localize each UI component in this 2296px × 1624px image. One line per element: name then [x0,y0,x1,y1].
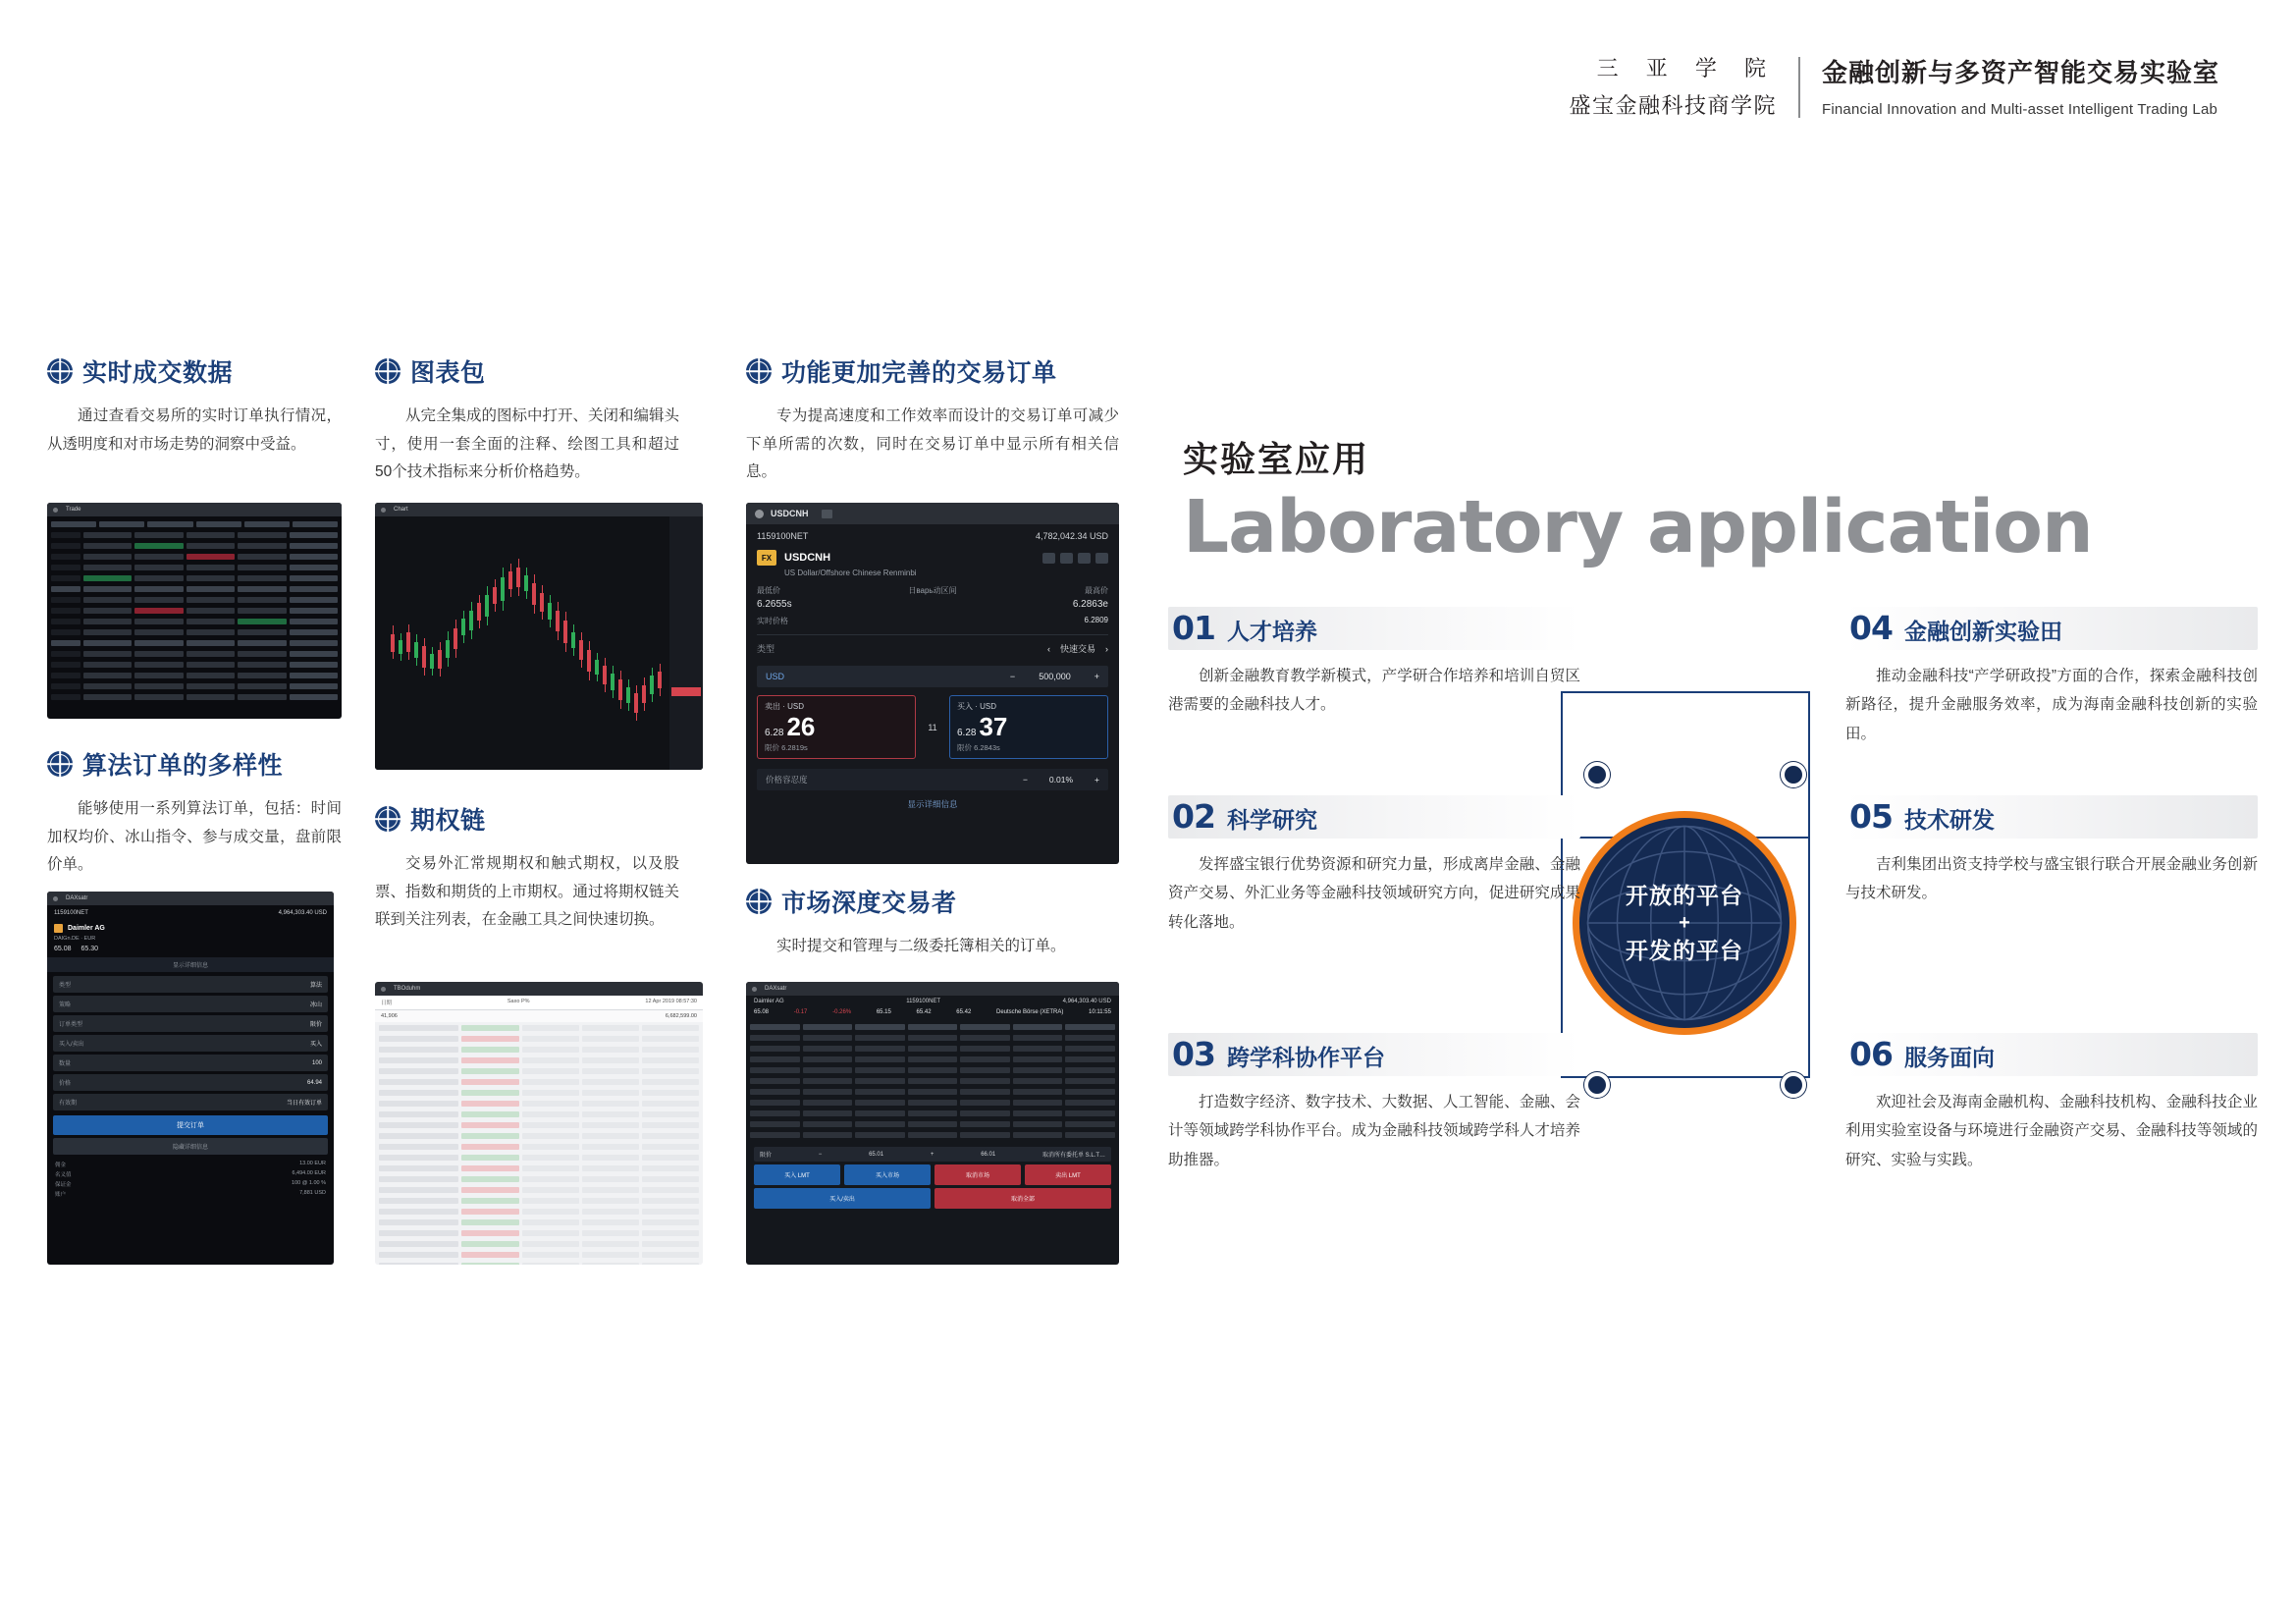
screenshot-title: Trade [66,507,81,513]
instrument-flag-icon [54,924,63,933]
order-info-strip[interactable]: 隐藏详细信息 [53,1138,328,1155]
globe-icon [47,358,73,384]
lab-item-header [1845,795,2258,839]
fx-badge-icon: FX [757,550,776,566]
amount-value: 500,000 [1039,672,1071,681]
lab-item-label: 服务面向 [1903,1044,1995,1070]
lab-item-03 [1168,1033,1580,1174]
form-row[interactable]: 有效期 当日有效订单 [53,1094,328,1110]
plus-icon[interactable]: + [930,1151,934,1158]
live-price: 6.2809 [1084,616,1108,624]
feature-chart-package [375,353,679,487]
buy-price-small: 6.28 [957,728,977,738]
grid-icon[interactable] [1078,553,1091,564]
feature-body: 交易外汇常规期权和触式期权，以及股票、指数和期货的上市期权。通过将期权链关联到关注列表，在金融工具之间快速切换。 [375,855,680,929]
lab-item-label: 人才培养 [1226,618,1317,644]
option-chain-rows [375,1022,703,1265]
table-row [750,1098,1115,1107]
buy-limit-button[interactable]: 买入 LMT [754,1164,840,1185]
lab-item-label: 技术研发 [1903,806,1995,833]
table-row [51,671,338,679]
table-row [379,1110,699,1118]
form-row[interactable]: 数量 100 [53,1055,328,1071]
globe-icon [47,751,73,777]
table-row [379,1077,699,1086]
lab-item-header [1168,1033,1580,1076]
plus-icon[interactable]: + [1094,672,1099,681]
cancel-all-button[interactable]: 取消全部 [934,1188,1111,1209]
organization-block [1569,53,1798,122]
laboratory-application-section [1183,432,2253,567]
lab-item-body: 发挥盛宝银行优势资源和研究力量，形成离岸金融、金融资产交易、外汇业务等金融科技领域研究方向，促进研究成果转化落地。 [1168,856,1580,931]
table-row [750,1033,1115,1042]
form-row[interactable]: 类型 算法 [53,976,328,993]
lab-item-body: 创新金融教育教学新模式，产学研合作培养和培训自贸区港需要的金融科技人才。 [1168,668,1580,714]
menu-icon[interactable] [822,510,832,518]
table-row [51,660,338,669]
account-balance: 4,964,303.40 USD [278,910,327,916]
table-row [51,563,338,571]
node-dot-lower-right [1781,1072,1806,1098]
lab-item-number: 04 [1849,609,1893,647]
sell-price-small: 6.28 [765,728,784,738]
live-price-row: 实时价格 6.2809 [757,616,1108,625]
price-stepper[interactable]: 限价 − 65.01 + 66.01 取消所有委托单 S.L.T… [754,1147,1111,1162]
feature-body: 实时提交和管理与二级委托簿相关的订单。 [776,938,1066,954]
form-row[interactable]: 价格 64.94 [53,1074,328,1091]
lab-application-diagram [1168,609,2258,1218]
table-row [379,1228,699,1237]
form-row[interactable]: 订单类型 限价 [53,1015,328,1032]
submit-order-button[interactable]: 提交订单 [53,1115,328,1135]
minus-icon[interactable]: − [1009,672,1016,681]
minus-icon[interactable]: − [1022,775,1028,785]
ask-price: 65.42 [916,1009,932,1015]
hub-plus-sign: + [1679,912,1690,934]
buy-button[interactable]: 买入 · USD 6.28 37 限价 6.2843s [949,695,1108,759]
window-dot [752,987,757,992]
table-row [379,1131,699,1140]
table-row [379,1120,699,1129]
form-row[interactable]: 买入/卖出 买入 [53,1035,328,1052]
feature-body: 专为提高速度和工作效率而设计的交易订单可减少下单所需的次数，同时在交易订单中显示所有相关信息。 [746,407,1119,481]
sell-limit-button[interactable]: 卖出 LMT [1025,1164,1111,1185]
lab-item-number: 06 [1849,1035,1893,1073]
table-row [379,1261,699,1265]
minus-icon[interactable]: − [818,1151,823,1158]
feature-title-row [47,353,342,389]
table-row [51,692,338,701]
table-row [379,1045,699,1054]
instrument-row [746,548,1119,568]
table-row [51,649,338,658]
lab-item-header [1845,1033,2258,1076]
instrument-bar [746,996,1119,1007]
globe-icon [746,358,772,384]
feature-option-chain [375,801,679,935]
chart-package-screenshot[interactable] [375,503,703,770]
footer-row: 保证金 100 @ 1.00 % [55,1180,326,1188]
diagram-hub [1573,811,1796,1035]
lab-item-number: 03 [1172,1035,1215,1073]
table-row [750,1065,1115,1074]
order-form [47,972,334,1203]
account-row [746,524,1119,548]
feature-realtime-trade-data [47,353,342,459]
feature-title-row [47,746,342,782]
globe-icon [375,358,400,384]
ask-price: 65.30 [80,946,99,952]
table-row [379,1185,699,1194]
feature-title: 算法订单的多样性 [82,752,284,780]
feature-title: 实时成交数据 [82,359,234,387]
screenshot-titlebar [375,503,703,516]
table-row [379,1174,699,1183]
lab-name-block [1800,54,2219,122]
table-row [379,1099,699,1108]
feature-title: 功能更加完善的交易订单 [781,359,1057,387]
realtime-trade-data-screenshot[interactable] [47,503,342,719]
cancel-market-button[interactable]: 取消市场 [934,1164,1021,1185]
trade-table [47,516,342,706]
order-buttons-row [754,1164,1111,1185]
limit-price-ask: 66.01 [981,1151,996,1158]
exchange-name: Deutsche Börse (XETRA) [995,1009,1064,1015]
price-change: -0.17 [793,1009,808,1015]
table-row [51,584,338,593]
lab-item-body: 打造数字经济、数字技术、大数据、人工智能、金融、会计等领域跨学科协作平台。成为金融科技领域跨学科人才培养助推器。 [1168,1094,1580,1168]
quote-bar [746,1007,1119,1019]
quote-time: 10:11:55 [1089,1009,1111,1015]
table-row [750,1044,1115,1053]
layout-icon[interactable] [1042,553,1055,564]
window-dot [755,510,764,518]
window-dot [381,508,386,513]
table-row [379,1034,699,1043]
feature-market-depth [746,884,1119,961]
bid-price: 65.08 [54,946,72,952]
trade-ticket-screenshot[interactable] [746,503,1119,864]
table-header-row [51,519,338,528]
table-row [379,1142,699,1151]
currency-pair-subtitle: US Dollar/Offshore Chinese Renminbi [784,568,917,577]
hub-line-2: 开发的平台 [1626,938,1743,963]
form-row[interactable]: 策略 冰山 [53,996,328,1012]
instrument-name: Daimler AG [754,999,784,1004]
screenshot-title: TBOduhm [394,986,421,992]
currency-code: USD [766,672,785,681]
lab-item-number: 05 [1849,797,1893,836]
table-row [51,617,338,625]
option-chain-screenshot[interactable] [375,982,703,1265]
feature-body: 从完全集成的图标中打开、关闭和编辑头寸，使用一套全面的注释、绘图工具和超过50个技术指标来分析价格趋势。 [375,407,680,481]
feature-title: 市场深度交易者 [781,890,957,917]
algo-order-screenshot[interactable] [47,892,334,1265]
screenshot-titlebar [47,892,334,905]
screenshot-title: Chart [394,507,408,513]
candlestick-chart [375,516,703,770]
buy-price-big: 37 [979,712,1008,741]
table-row [51,595,338,604]
feature-body: 通过查看交易所的实时订单执行情况，从透明度和对市场走势的洞察中受益。 [47,407,342,453]
table-row [750,1119,1115,1128]
screenshot-titlebar [375,982,703,996]
screenshot-title: DAXsatr [66,895,88,901]
feature-title: 图表包 [410,359,486,387]
lab-item-body: 欢迎社会及海南金融机构、金融科技机构、金融科技企业利用实验室设备与环境进行金融资产交易、金融科技等领域的研究、实验与实践。 [1845,1094,2258,1168]
window-dot [53,896,58,901]
price-axis [669,516,703,770]
spread-value: 11 [928,722,937,732]
table-row [750,1076,1115,1085]
chevron-right-icon[interactable]: › [1105,643,1108,654]
table-row [750,1087,1115,1096]
account-number: 1159100NET [54,910,88,916]
price-change-pct: -0.26% [832,1009,852,1015]
feature-title: 期权链 [410,807,486,835]
org-name-line2: 盛宝金融科技商学院 [1569,93,1777,118]
globe-icon [375,806,400,832]
lab-name-en: Financial Innovation and Multi-asset Intelligent Trading Lab [1821,100,2218,118]
lab-item-04 [1845,607,2258,748]
lab-item-header [1845,607,2258,650]
table-row [51,638,338,647]
table-row [379,1088,699,1097]
order-type-row[interactable]: 类型 ‹ 快速交易 › [757,643,1108,654]
range-labels: 最低价 日варь动区间 最高价 [757,586,1108,595]
buy-market-button[interactable]: 买入市场 [844,1164,931,1185]
lab-name-cn: 金融创新与多资产智能交易实验室 [1821,57,2219,87]
table-row [379,1207,699,1216]
tolerance-row[interactable]: 价格容忍度 − 0.01% + [757,769,1108,790]
table-row [750,1109,1115,1117]
node-dot-lower-left [1584,1072,1610,1098]
window-dot [53,508,58,513]
table-row [379,1153,699,1162]
feature-title-row [375,353,679,389]
table-row [51,530,338,539]
table-row [51,552,338,561]
limit-price-value: 65.01 [869,1151,884,1158]
screenshot-titlebar [746,982,1119,996]
depth-ladder [746,1019,1119,1144]
table-row [379,1066,699,1075]
footer-row: 佣金 13.00 EUR [55,1161,326,1168]
node-dot-upper-left [1584,762,1610,787]
hub-line-1: 开放的平台 [1626,882,1743,908]
sell-button[interactable]: 卖出 · USD 6.28 26 限价 6.2819s [757,695,916,759]
table-row [379,1164,699,1172]
table-row [379,1023,699,1032]
instrument-row [47,921,334,936]
amount-row[interactable] [757,666,1108,687]
screenshot-titlebar [746,503,1119,524]
table-row [51,541,338,550]
screenshot-titlebar [47,503,342,516]
table-row [51,627,338,636]
table-row [51,681,338,690]
bid-price: 65.15 [876,1009,891,1015]
table-row [379,1218,699,1226]
lab-item-label: 科学研究 [1226,806,1317,833]
search-icon[interactable] [1095,553,1108,564]
currency-pair: USDCNH [784,552,831,564]
table-row [379,1239,699,1248]
lab-item-label: 跨学科协作平台 [1226,1044,1385,1070]
instrument-subtitle: DAIGn.DE · EUR [54,936,96,942]
node-dot-upper-right [1781,762,1806,787]
low-price: 6.2655s [757,599,792,610]
lab-item-label: 金融创新实验田 [1903,618,2062,644]
chevron-left-icon[interactable]: ‹ [1046,643,1050,654]
feature-algo-orders [47,746,342,880]
lab-item-header [1168,795,1580,839]
lab-section-title-cn: 实验室应用 [1183,439,1370,479]
lab-section-title-en: Laboratory application [1183,485,2093,569]
table-row [750,1055,1115,1063]
high-price: 65.42 [956,1009,972,1015]
screenshot-title: USDCNH [771,509,809,518]
last-price-marker [671,687,701,696]
order-type-value: 快速交易 [1059,644,1095,654]
chart-icon[interactable] [1060,553,1073,564]
range-values [746,598,1119,614]
show-details-link[interactable]: 显示详细信息 [907,799,958,809]
table-row [379,1056,699,1064]
account-number: 1159100NET [757,531,809,541]
account-number: 1159100NET [906,999,941,1004]
footer-row: 账户 7,881 USD [55,1190,326,1198]
feature-title-row [375,801,679,837]
lab-item-02 [1168,795,1580,937]
lab-item-number: 01 [1172,609,1215,647]
lab-item-06 [1845,1033,2258,1174]
feature-title-row [746,353,1119,389]
feature-trade-ticket [746,353,1119,487]
buy-sell-button[interactable]: 买入/卖出 [754,1188,931,1209]
tolerance-value: 0.01% [1048,775,1074,785]
sell-price-big: 26 [786,712,816,741]
footer-row: 名义值 6,494.00 EUR [55,1170,326,1178]
option-chain-header: 日期 Saxo P% 12 Apr 2019 08:57:30 [375,996,703,1010]
lab-item-body: 推动金融科技“产学研政投”方面的合作，探索金融科技创新路径，提升金融服务效率，成为海南金融科技创新的实验田。 [1845,668,2258,742]
plus-icon[interactable]: + [1095,775,1099,785]
quote-row [47,946,334,957]
instrument-name: Daimler AG [68,925,105,932]
globe-icon [746,889,772,914]
table-row [51,573,338,582]
lab-item-05 [1845,795,2258,908]
lab-item-header [1168,607,1580,650]
option-chain-summary: 41,906 6,682,599.00 [375,1010,703,1022]
order-buttons-row-2 [754,1188,1111,1209]
feature-body: 能够使用一系列算法订单，包括：时间加权均价、冰山指令、参与成交量，盘前限价单。 [47,800,342,874]
table-row [750,1130,1115,1139]
lab-item-body: 吉利集团出资支持学校与盛宝银行联合开展金融业务创新与技术研发。 [1845,856,2258,902]
high-price: 6.2863e [1072,599,1108,610]
market-depth-screenshot[interactable] [746,982,1119,1265]
table-row [379,1250,699,1259]
window-dot [381,987,386,992]
screenshot-title: DAXsatr [765,986,787,992]
account-balance: 4,782,042.34 USD [1035,531,1108,541]
table-row [750,1022,1115,1031]
account-row [47,905,334,921]
org-name-line1: 三 亚 学 院 [1596,56,1777,81]
feature-title-row [746,884,1119,919]
page-header [1569,51,2219,124]
table-row [51,606,338,615]
price-buttons [757,695,1108,759]
details-strip[interactable]: 显示详细信息 [47,957,334,972]
lab-item-01 [1168,607,1580,720]
lab-item-number: 02 [1172,797,1215,836]
last-price: 65.08 [754,1009,770,1015]
table-row [379,1196,699,1205]
account-balance: 4,964,303.40 USD [1062,999,1111,1004]
